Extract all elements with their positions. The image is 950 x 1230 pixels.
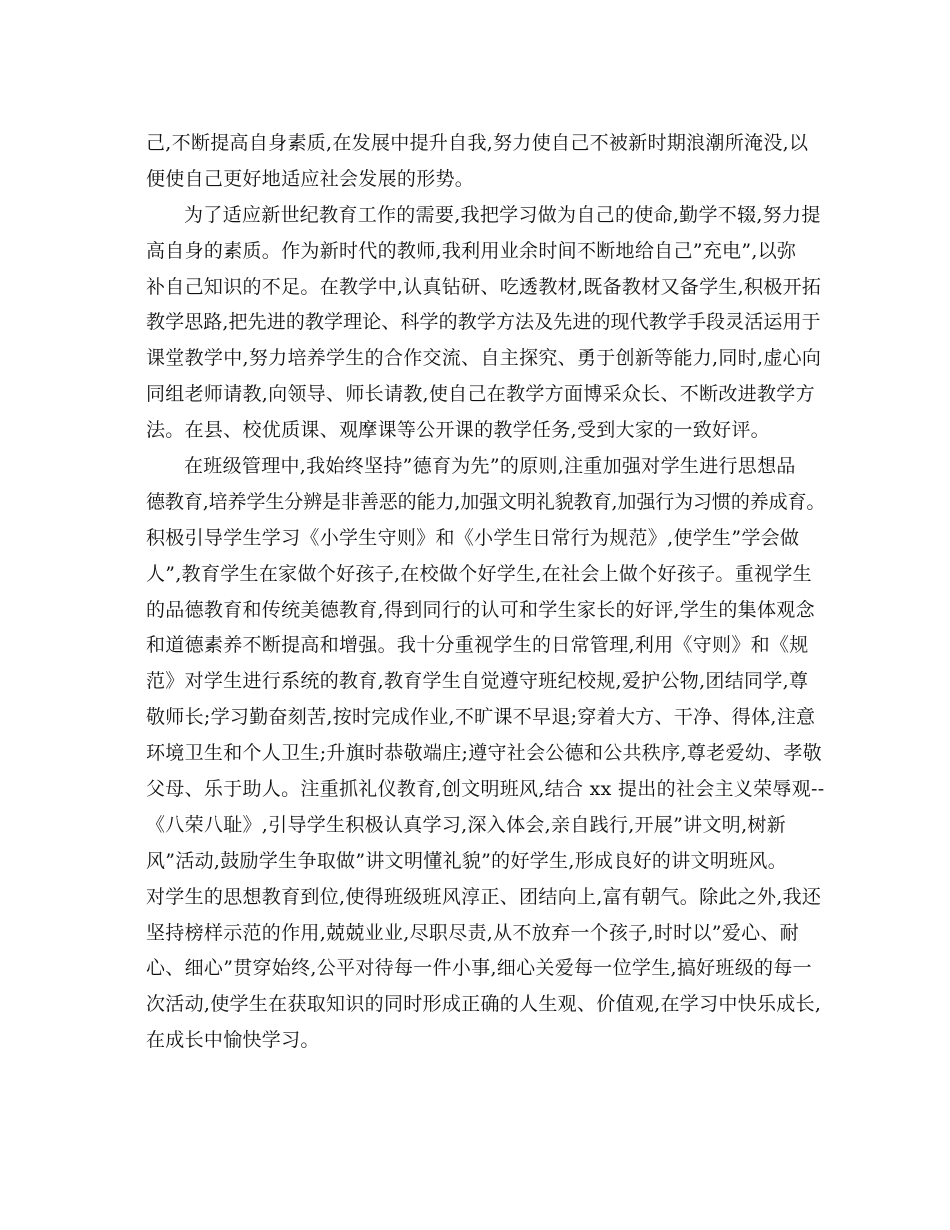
document-body	[146, 126, 826, 1059]
text-line: 《八荣八耻》,引导学生积极认真学习,深入体会,亲自践行,开展”讲文明,树新	[146, 813, 787, 836]
text-line: 同组老师请教,向领导、师长请教,使自己在教学方面博采众长、不断改进教学方	[146, 383, 815, 406]
text-line: 父母、乐于助人。注重抓礼仪教育,创文明班风,结合 xx 提出的社会主义荣辱观--	[146, 778, 825, 801]
paragraph-first-line: 在班级管理中,我始终坚持”德育为先”的原则,注重加强对学生进行思想品	[184, 455, 796, 478]
text-line: 高自身的素质。作为新时代的教师,我利用业余时间不断地给自己”充电”,以弥	[146, 239, 797, 262]
text-line: 对学生的思想教育到位,使得班级班风淳正、团结向上,富有朝气。除此之外,我还	[146, 885, 822, 908]
text-line: 次活动,使学生在获取知识的同时形成正确的人生观、价值观,在学习中快乐成长,	[146, 993, 822, 1016]
text-line: 的品德教育和传统美德教育,得到同行的认可和学生家长的好评,学生的集体观念	[146, 598, 815, 621]
text-line: 法。在县、校优质课、观摩课等公开课的教学任务,受到大家的一致好评。	[146, 419, 770, 442]
text-line: 和道德素养不断提高和增强。我十分重视学生的日常管理,利用《守则》和《规	[146, 634, 809, 657]
text-line: 教学思路,把先进的教学理论、科学的教学方法及先进的现代教学手段灵活运用于	[146, 311, 821, 334]
text-line: 人”,教育学生在家做个好孩子,在校做个好学生,在社会上做个好孩子。重视学生	[146, 562, 812, 585]
text-line: 在成长中愉快学习。	[146, 1029, 320, 1052]
text-line: 己,不断提高自身素质,在发展中提升自我,努力使自己不被新时期浪潮所淹没,以	[146, 132, 809, 154]
text-line: 积极引导学生学习《小学生守则》和《小学生日常行为规范》,使学生”学会做	[146, 526, 800, 549]
text-line: 便使自己更好地适应社会发展的形势。	[146, 167, 475, 190]
text-line: 心、细心”贯穿始终,公平对待每一件小事,细心关爱每一位学生,搞好班级的每一	[146, 957, 812, 980]
text-line: 坚持榜样示范的作用,兢兢业业,尽职尽责,从不放弃一个孩子,时时以”爱心、耐	[146, 921, 799, 944]
text-line: 课堂教学中,努力培养学生的合作交流、自主探究、勇于创新等能力,同时,虚心向	[146, 347, 822, 370]
text-line: 德教育,培养学生分辨是非善恶的能力,加强文明礼貌教育,加强行为习惯的养成育。	[146, 490, 826, 513]
text-line: 补自己知识的不足。在教学中,认真钻研、吃透教材,既备教材又备学生,积极开拓	[146, 275, 822, 298]
text-line: 环境卫生和个人卫生;升旗时恭敬端庄;遵守社会公德和公共秩序,尊老爱幼、孝敬	[146, 742, 822, 765]
text-line: 风”活动,鼓励学生争取做”讲文明懂礼貌”的好学生,形成良好的讲文明班风。	[146, 849, 788, 872]
text-line: 敬师长;学习勤奋刻苦,按时完成作业,不旷课不早退;穿着大方、干净、得体,注意	[146, 706, 816, 729]
text-line: 范》对学生进行系统的教育,教育学生自觉遵守班纪校规,爱护公物,团结同学,尊	[146, 670, 809, 693]
paragraph-first-line: 为了适应新世纪教育工作的需要,我把学习做为自己的使命,勤学不辍,努力提	[184, 203, 821, 226]
